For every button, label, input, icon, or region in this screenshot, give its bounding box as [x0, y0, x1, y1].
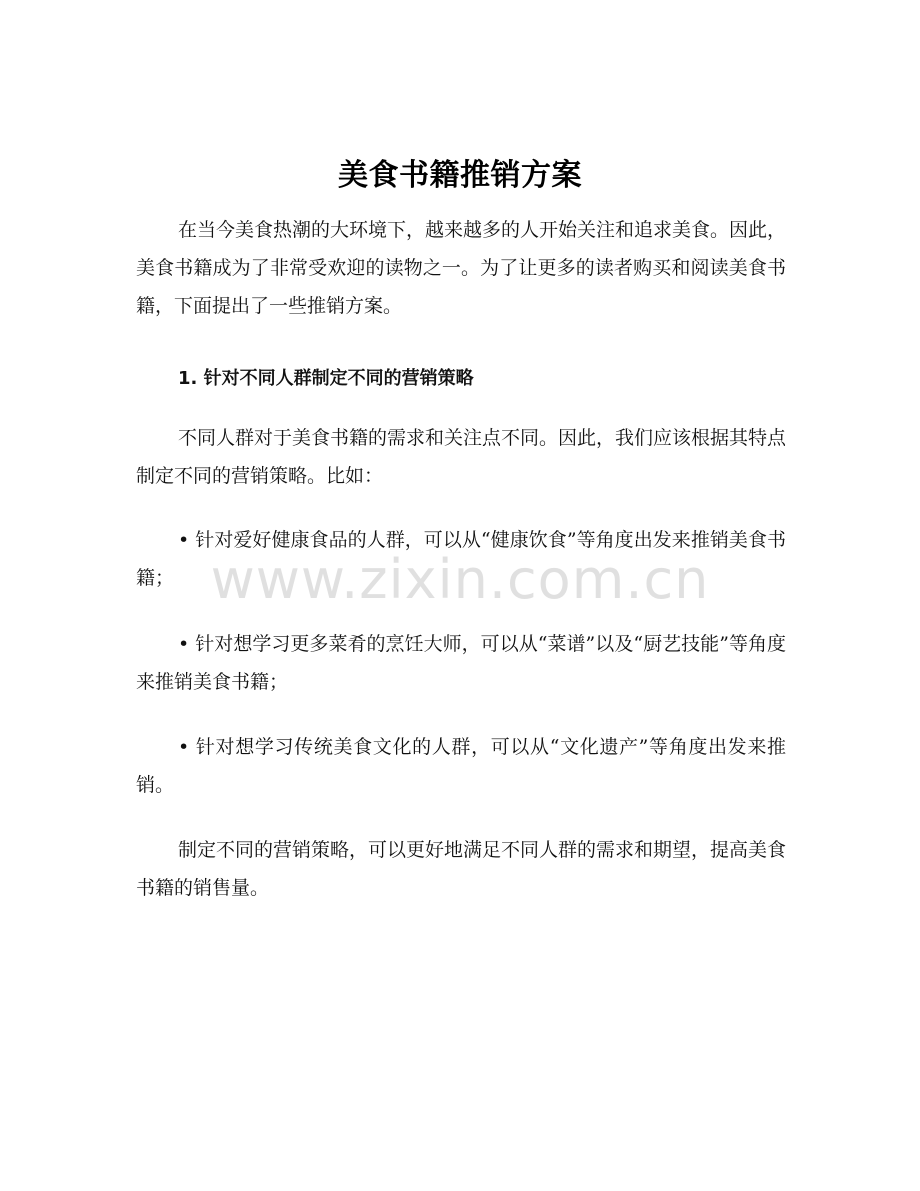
- document-title: 美食书籍推销方案: [338, 158, 582, 193]
- bullet-item-1: • 针对爱好健康食品的人群，可以从“健康饮食”等角度出发来推销美食书籍；: [136, 529, 786, 589]
- watermark: www.zixin.com.cn: [210, 548, 710, 611]
- conclusion-paragraph: 制定不同的营销策略，可以更好地满足不同人群的需求和期望，提高美食书籍的销售量。: [136, 839, 787, 899]
- section-paragraph: 不同人群对于美食书籍的需求和关注点不同。因此，我们应该根据其特点制定不同的营销策略。比如：: [136, 427, 787, 487]
- section-heading-1: 1. 针对不同人群制定不同的营销策略: [178, 368, 474, 389]
- intro-paragraph: 在当今美食热潮的大环境下，越来越多的人开始关注和追求美食。因此，美食书籍成为了非常受欢迎的读物之一。为了让更多的读者购买和阅读美食书籍，下面提出了一些推销方案。: [136, 219, 787, 317]
- bullet-item-2: • 针对想学习更多菜肴的烹饪大师，可以从“菜谱”以及“厨艺技能”等角度来推销美食书籍；: [136, 633, 786, 693]
- bullet-item-3: • 针对想学习传统美食文化的人群，可以从“文化遗产”等角度出发来推销。: [136, 736, 786, 796]
